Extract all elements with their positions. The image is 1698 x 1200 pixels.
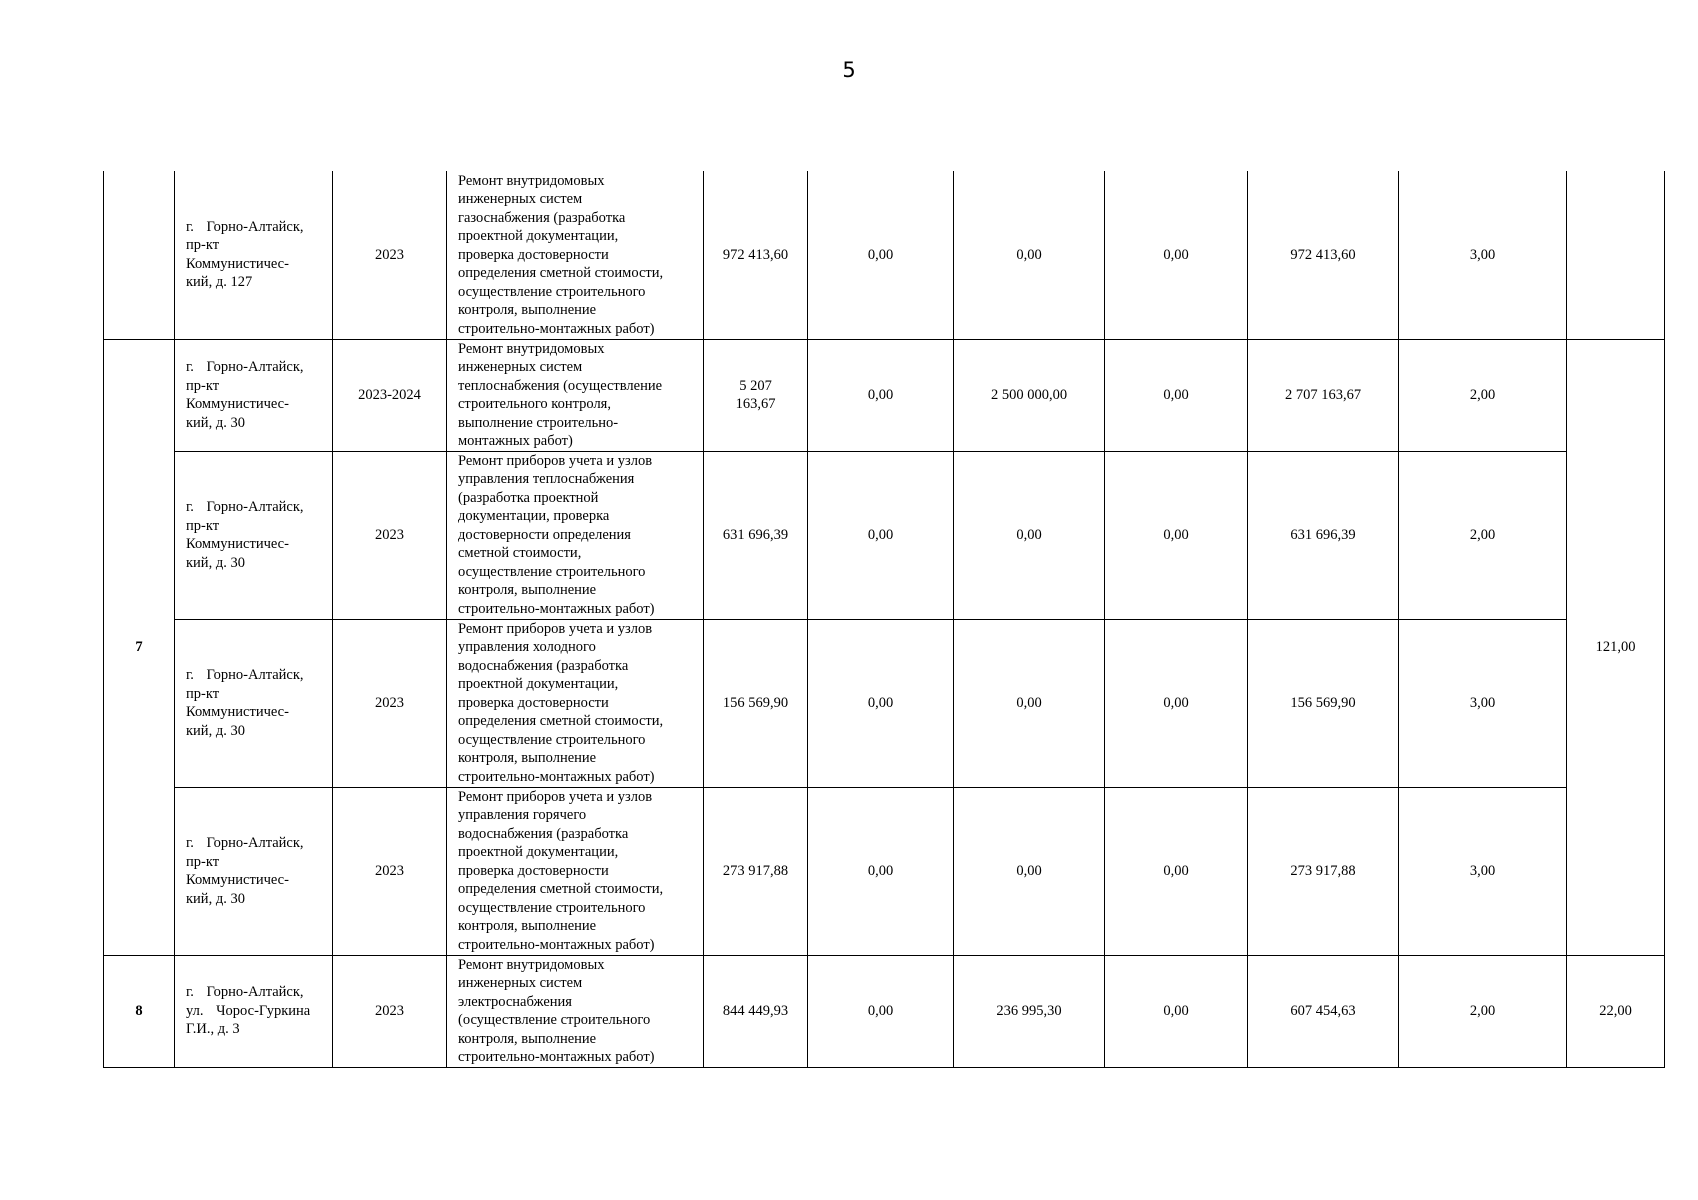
total-cost-cell: 5 207 163,67 (704, 339, 808, 451)
address-cell: г. Горно-Алтайск, пр-кт Коммунистичес- кий, д. 30 (175, 451, 333, 619)
amount-cell: 236 995,30 (954, 955, 1105, 1067)
amount-cell: 0,00 (1105, 619, 1248, 787)
table-row (104, 171, 1665, 339)
amount-cell: 0,00 (954, 787, 1105, 955)
area-cell-empty (1567, 171, 1665, 339)
work-description-cell: Ремонт внутридомовых инженерных систем электроснабжения (осуществление строительного контроля, выполнение строительно-монтажных работ) (447, 955, 704, 1067)
amount-cell: 0,00 (1105, 339, 1248, 451)
amount-cell: 0,00 (808, 787, 954, 955)
period-cell: 2023 (333, 171, 447, 339)
amount-cell: 0,00 (808, 451, 954, 619)
amount-cell: 0,00 (808, 955, 954, 1067)
amount-cell: 0,00 (808, 339, 954, 451)
address-cell: г. Горно-Алтайск, пр-кт Коммунистичес- кий, д. 30 (175, 339, 333, 451)
table-row (104, 619, 1665, 787)
address-cell: г. Горно-Алтайск, ул. Чорос-Гуркина Г.И., д. 3 (175, 955, 333, 1067)
address-cell: г. Горно-Алтайск, пр-кт Коммунистичес- кий, д. 127 (175, 171, 333, 339)
total-cost-cell: 273 917,88 (704, 787, 808, 955)
amount-cell: 0,00 (808, 619, 954, 787)
area-cell: 22,00 (1567, 955, 1665, 1067)
ratio-cell: 3,00 (1399, 787, 1567, 955)
address-cell: г. Горно-Алтайск, пр-кт Коммунистичес- кий, д. 30 (175, 787, 333, 955)
table-row (104, 787, 1665, 955)
amount-cell: 631 696,39 (1248, 451, 1399, 619)
total-cost-cell: 156 569,90 (704, 619, 808, 787)
amount-cell: 0,00 (1105, 451, 1248, 619)
amount-cell: 156 569,90 (1248, 619, 1399, 787)
page-number: 5 (842, 58, 856, 82)
table-row (104, 339, 1665, 451)
amount-cell: 0,00 (1105, 955, 1248, 1067)
object-number-cell-empty (104, 171, 175, 339)
work-description-cell: Ремонт внутридомовых инженерных систем теплоснабжения (осуществление строительного контроля, выполнение строительно- монтажных работ) (447, 339, 704, 451)
period-cell: 2023 (333, 451, 447, 619)
table-row (104, 451, 1665, 619)
amount-cell: 2 707 163,67 (1248, 339, 1399, 451)
ratio-cell: 2,00 (1399, 339, 1567, 451)
amount-cell: 2 500 000,00 (954, 339, 1105, 451)
period-cell: 2023 (333, 787, 447, 955)
amount-cell: 0,00 (954, 451, 1105, 619)
period-cell: 2023-2024 (333, 339, 447, 451)
work-description-cell: Ремонт приборов учета и узлов управления горячего водоснабжения (разработка проектной документации, проверка достоверности определения сметной стоимости, осуществление строительного контроля, выполнение строительно-монтажных работ) (447, 787, 704, 955)
area-cell: 121,00 (1567, 339, 1665, 955)
amount-cell: 607 454,63 (1248, 955, 1399, 1067)
period-cell: 2023 (333, 955, 447, 1067)
object-number-cell: 8 (104, 955, 175, 1067)
period-cell: 2023 (333, 619, 447, 787)
amount-cell: 0,00 (954, 619, 1105, 787)
ratio-cell: 2,00 (1399, 955, 1567, 1067)
ratio-cell: 3,00 (1399, 171, 1567, 339)
amount-cell: 0,00 (1105, 787, 1248, 955)
amount-cell: 0,00 (1105, 171, 1248, 339)
total-cost-cell: 631 696,39 (704, 451, 808, 619)
amount-cell: 0,00 (954, 171, 1105, 339)
table-row (104, 955, 1665, 1067)
ratio-cell: 3,00 (1399, 619, 1567, 787)
work-description-cell: Ремонт внутридомовых инженерных систем газоснабжения (разработка проектной документации, проверка достоверности определения сметной стоимости, осуществление строительного контроля, выполнение строительно-монтажных работ) (447, 171, 704, 339)
amount-cell: 0,00 (808, 171, 954, 339)
ratio-cell: 2,00 (1399, 451, 1567, 619)
object-number-cell: 7 (104, 339, 175, 955)
repair-plan-table (103, 171, 1665, 1068)
total-cost-cell: 844 449,93 (704, 955, 808, 1067)
work-description-cell: Ремонт приборов учета и узлов управления холодного водоснабжения (разработка проектной документации, проверка достоверности определения сметной стоимости, осуществление строительного контроля, выполнение строительно-монтажных работ) (447, 619, 704, 787)
total-cost-cell: 972 413,60 (704, 171, 808, 339)
amount-cell: 273 917,88 (1248, 787, 1399, 955)
address-cell: г. Горно-Алтайск, пр-кт Коммунистичес- кий, д. 30 (175, 619, 333, 787)
amount-cell: 972 413,60 (1248, 171, 1399, 339)
work-description-cell: Ремонт приборов учета и узлов управления теплоснабжения (разработка проектной документации, проверка достоверности определения сметной стоимости, осуществление строительного контроля, выполнение строительно-монтажных работ) (447, 451, 704, 619)
